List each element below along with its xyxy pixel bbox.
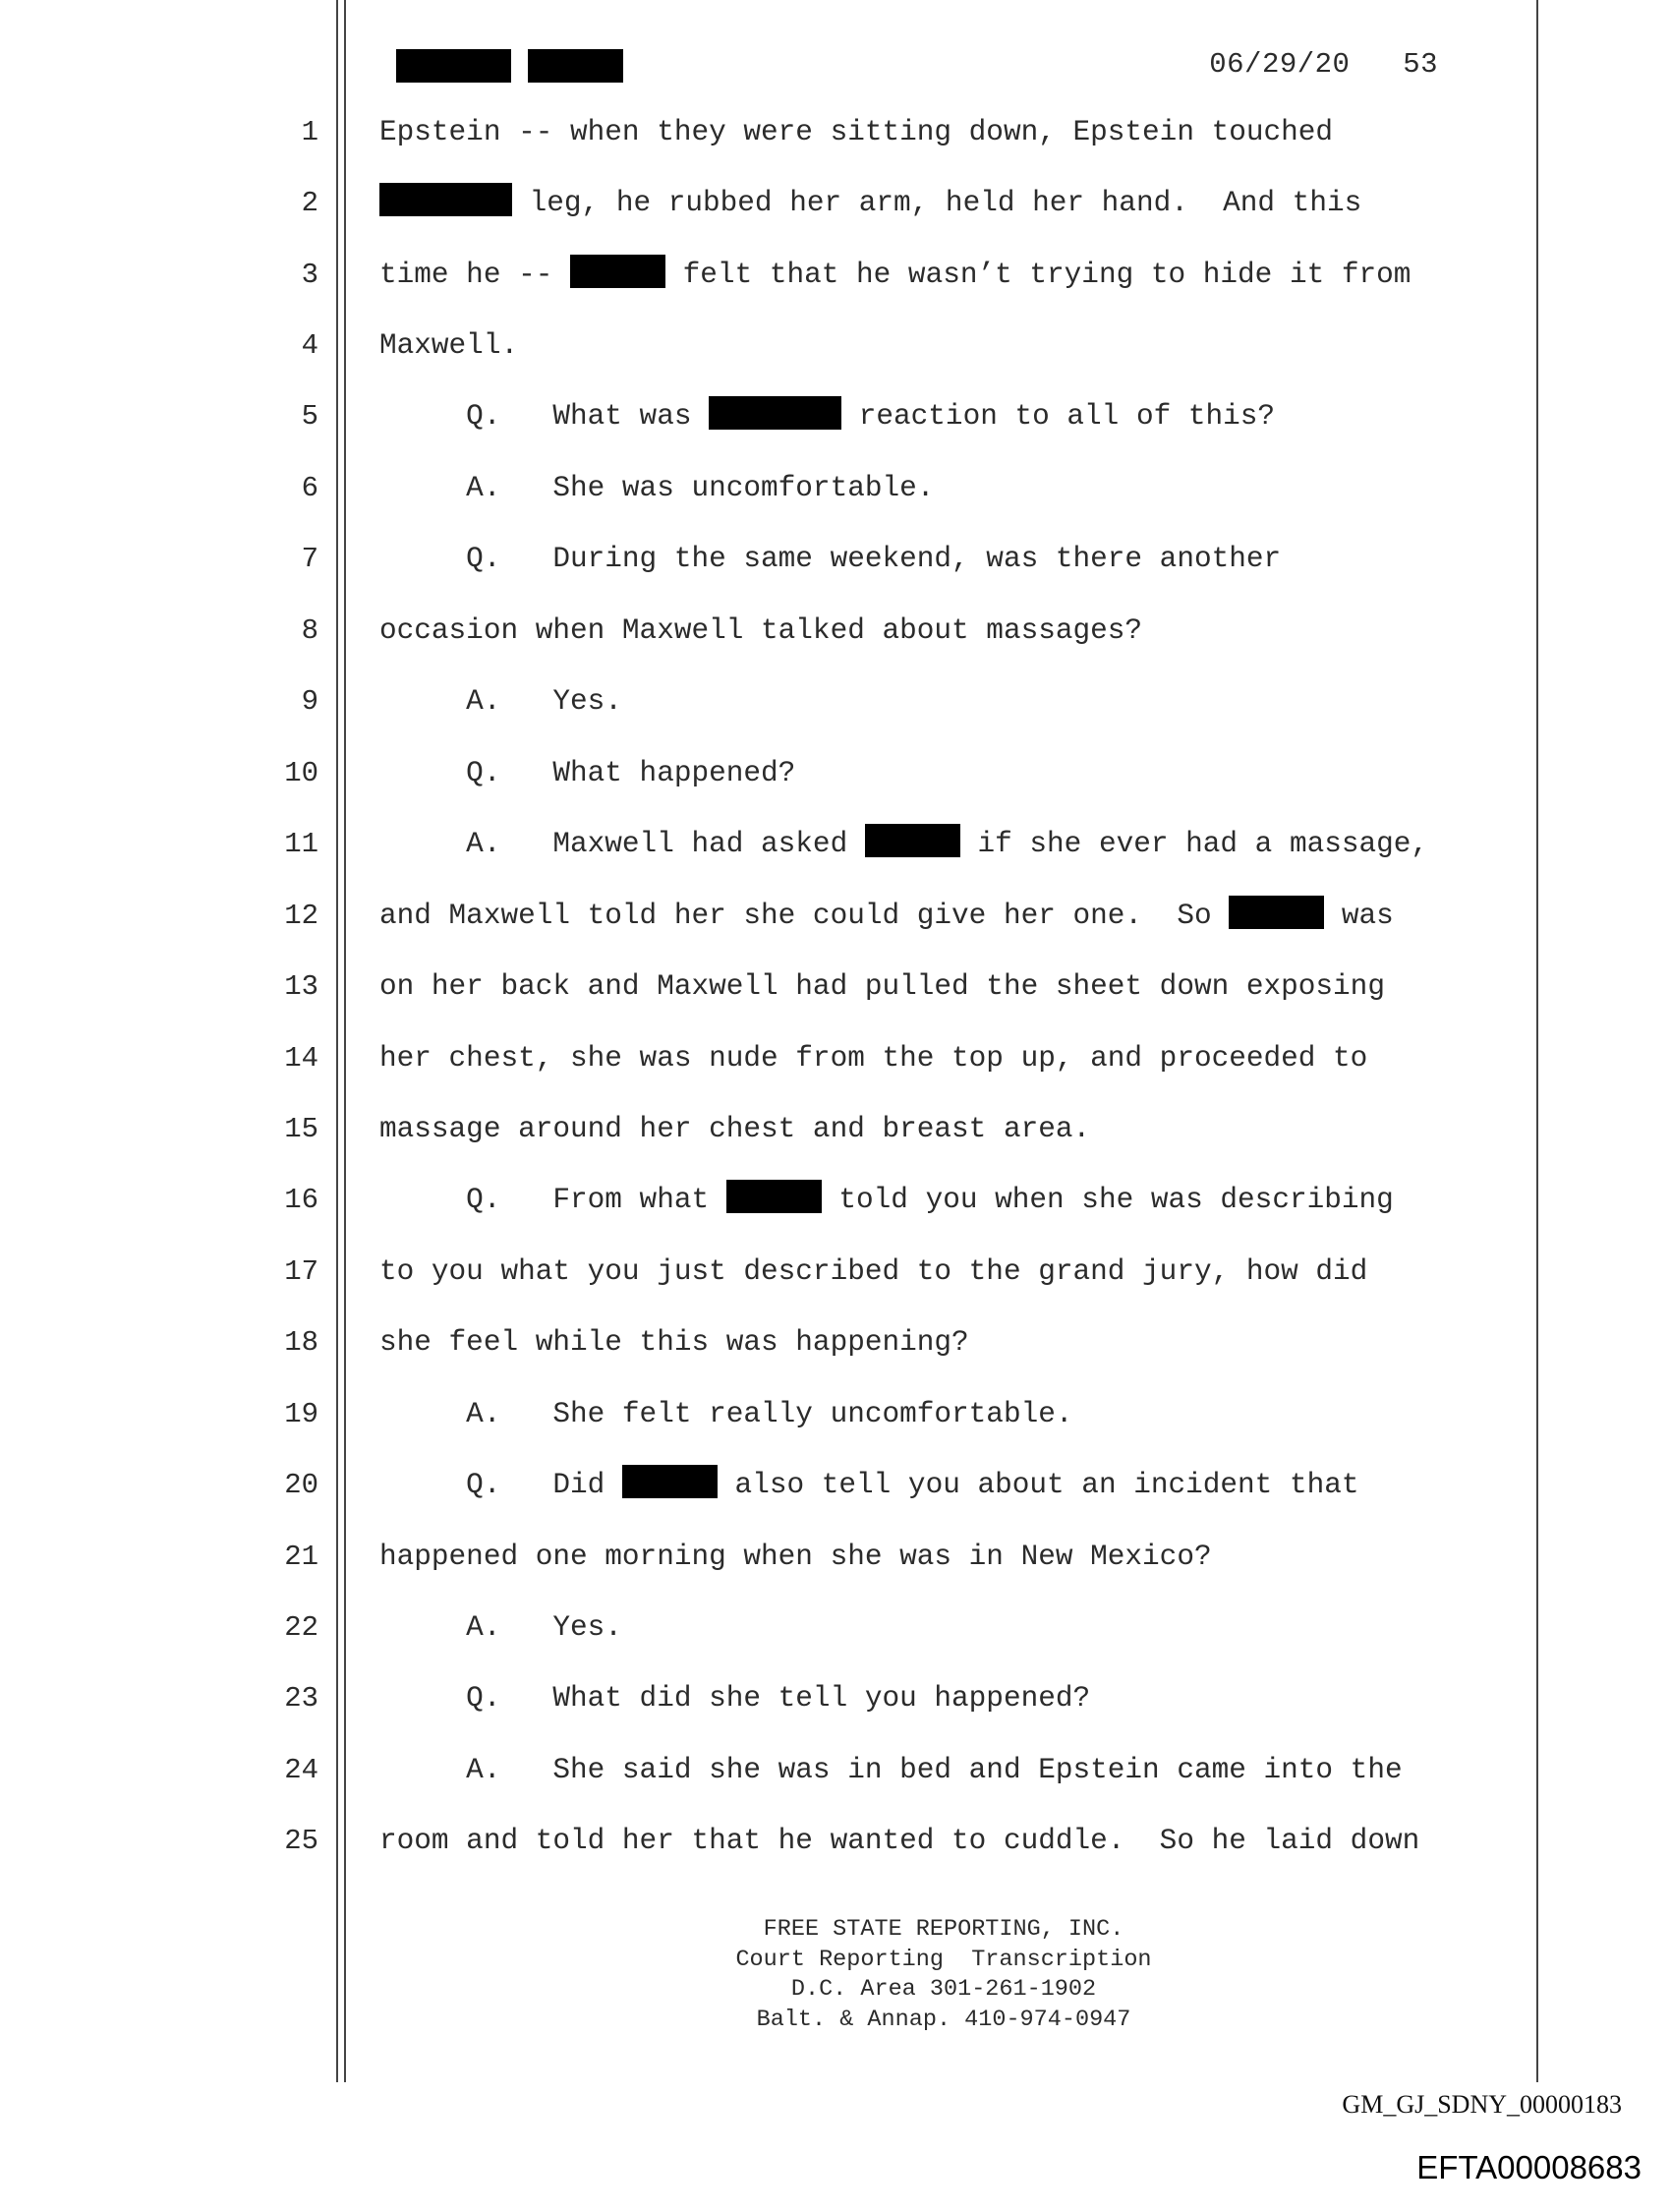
text-segment: Q. What was (379, 400, 710, 433)
line-text (379, 1173, 1394, 1228)
page-number: 53 (1403, 48, 1438, 81)
transcript-line (0, 1458, 1573, 1513)
page-header (396, 45, 1468, 87)
transcript-line (0, 389, 1573, 444)
line-number: 6 (301, 472, 318, 504)
line-number: 20 (284, 1469, 318, 1501)
transcript-line (0, 1671, 1573, 1726)
redaction-box (570, 255, 665, 288)
transcript-line (0, 1743, 1573, 1798)
transcript-line (0, 1814, 1573, 1869)
line-text (379, 674, 622, 729)
line-text (379, 176, 1361, 231)
transcript-line (0, 319, 1573, 374)
line-text (379, 1743, 1403, 1798)
text-segment: Q. Did (379, 1469, 622, 1501)
text-segment: happened one morning when she was in New Mexico? (379, 1541, 1212, 1573)
transcript-line (0, 817, 1573, 872)
text-segment: reaction to all of this? (841, 400, 1276, 433)
line-text (379, 1530, 1212, 1585)
text-segment: massage around her chest and breast area. (379, 1113, 1091, 1145)
text-segment: felt that he wasn’t trying to hide it from (665, 259, 1412, 291)
transcript-line (0, 532, 1573, 587)
text-segment: Epstein -- when they were sitting down, Epstein touched (379, 116, 1334, 148)
line-text (379, 889, 1394, 944)
line-text (379, 319, 518, 374)
transcript-line (0, 960, 1573, 1015)
text-segment: also tell you about an incident that (717, 1469, 1359, 1501)
line-number: 23 (284, 1682, 318, 1715)
line-number: 12 (284, 900, 318, 932)
text-segment: Maxwell. (379, 329, 519, 362)
line-number: 13 (284, 970, 318, 1003)
text-segment: time he -- (379, 259, 571, 291)
redaction-box (528, 49, 623, 83)
text-segment: and Maxwell told her she could give her one. So (379, 900, 1230, 932)
text-segment: A. Yes. (379, 685, 622, 718)
text-segment: occasion when Maxwell talked about massages? (379, 614, 1143, 647)
transcript-line (0, 889, 1573, 944)
line-number: 22 (284, 1611, 318, 1644)
line-number: 19 (284, 1398, 318, 1430)
reporter-footer (541, 1915, 1347, 2035)
redaction-box (622, 1465, 718, 1498)
reporter-services: Court Reporting Transcription (735, 1946, 1152, 1973)
line-text (379, 1671, 1090, 1726)
line-number: 4 (301, 329, 318, 362)
text-segment: A. She said she was in bed and Epstein came into the (379, 1754, 1403, 1786)
line-number: 7 (301, 543, 318, 575)
transcript-line (0, 1031, 1573, 1086)
text-segment: leg, he rubbed her arm, held her hand. And this (512, 187, 1362, 219)
bates-number: GM_GJ_SDNY_00000183 (1342, 2090, 1622, 2119)
text-segment: A. She felt really uncomfortable. (379, 1398, 1073, 1430)
line-number: 3 (301, 259, 318, 291)
transcript-line (0, 1530, 1573, 1585)
redaction-box (1229, 896, 1324, 929)
transcript-line (0, 746, 1573, 801)
line-number: 17 (284, 1255, 318, 1288)
redaction-box (396, 49, 511, 83)
transcript-line (0, 105, 1573, 160)
line-text (379, 1814, 1419, 1869)
text-segment: she feel while this was happening? (379, 1326, 969, 1359)
text-segment: Q. During the same weekend, was there another (379, 543, 1282, 575)
line-number: 14 (284, 1042, 318, 1075)
line-number: 11 (284, 828, 318, 860)
text-segment: her chest, she was nude from the top up, and proceeded to (379, 1042, 1368, 1075)
text-segment: if she ever had a massage, (959, 828, 1429, 860)
line-text (379, 1245, 1367, 1300)
text-segment: on her back and Maxwell had pulled the sheet down exposing (379, 970, 1385, 1003)
line-text (379, 532, 1281, 587)
line-number: 24 (284, 1754, 318, 1786)
transcript-line (0, 176, 1573, 231)
line-number: 10 (284, 757, 318, 789)
line-text (379, 1102, 1090, 1157)
text-segment: Q. What happened? (379, 757, 796, 789)
reporter-phone-dc: D.C. Area 301-261-1902 (790, 1976, 1097, 2003)
line-number: 5 (301, 400, 318, 433)
text-segment: Q. From what (379, 1184, 726, 1216)
transcript-line (0, 1102, 1573, 1157)
line-text (379, 105, 1333, 160)
line-text (379, 746, 795, 801)
redaction-box (709, 396, 841, 430)
text-segment: was (1324, 900, 1394, 932)
line-number: 18 (284, 1326, 318, 1359)
line-text (379, 461, 934, 516)
text-segment: to you what you just described to the grand jury, how did (379, 1255, 1368, 1288)
line-text (379, 817, 1428, 872)
line-text (379, 1458, 1359, 1513)
text-segment: A. Yes. (379, 1611, 622, 1644)
efta-number: EFTA00008683 (1416, 2149, 1642, 2185)
transcript-line (0, 1387, 1573, 1442)
line-text (379, 604, 1142, 659)
line-text (379, 960, 1385, 1015)
text-segment: A. Maxwell had asked (379, 828, 865, 860)
line-number: 21 (284, 1541, 318, 1573)
line-number: 25 (284, 1825, 318, 1857)
text-segment: A. She was uncomfortable. (379, 472, 935, 504)
line-number: 15 (284, 1113, 318, 1145)
redaction-box (379, 183, 512, 216)
header-date: 06/29/20 (1209, 48, 1351, 81)
text-segment: Q. What did she tell you happened? (379, 1682, 1091, 1715)
line-text (379, 1387, 1073, 1442)
transcript-line (0, 248, 1573, 303)
redaction-box (726, 1180, 822, 1213)
transcript-line (0, 1315, 1573, 1370)
line-number: 16 (284, 1184, 318, 1216)
line-text (379, 1031, 1367, 1086)
line-text (379, 248, 1411, 303)
reporter-phone-balt: Balt. & Annap. 410-974-0947 (756, 2006, 1131, 2033)
text-segment: room and told her that he wanted to cuddle. So he laid down (379, 1825, 1420, 1857)
transcript-line (0, 674, 1573, 729)
transcript-line (0, 1173, 1573, 1228)
line-number: 8 (301, 614, 318, 647)
transcript-line (0, 1601, 1573, 1656)
line-text (379, 389, 1275, 444)
line-number: 2 (301, 187, 318, 219)
line-text (379, 1601, 622, 1656)
redaction-box (865, 824, 960, 857)
transcript-line (0, 461, 1573, 516)
text-segment: told you when she was describing (821, 1184, 1394, 1216)
transcript-line (0, 604, 1573, 659)
transcript-line (0, 1245, 1573, 1300)
line-number: 1 (301, 116, 318, 148)
line-text (379, 1315, 969, 1370)
reporter-name: FREE STATE REPORTING, INC. (763, 1916, 1124, 1943)
line-number: 9 (301, 685, 318, 718)
